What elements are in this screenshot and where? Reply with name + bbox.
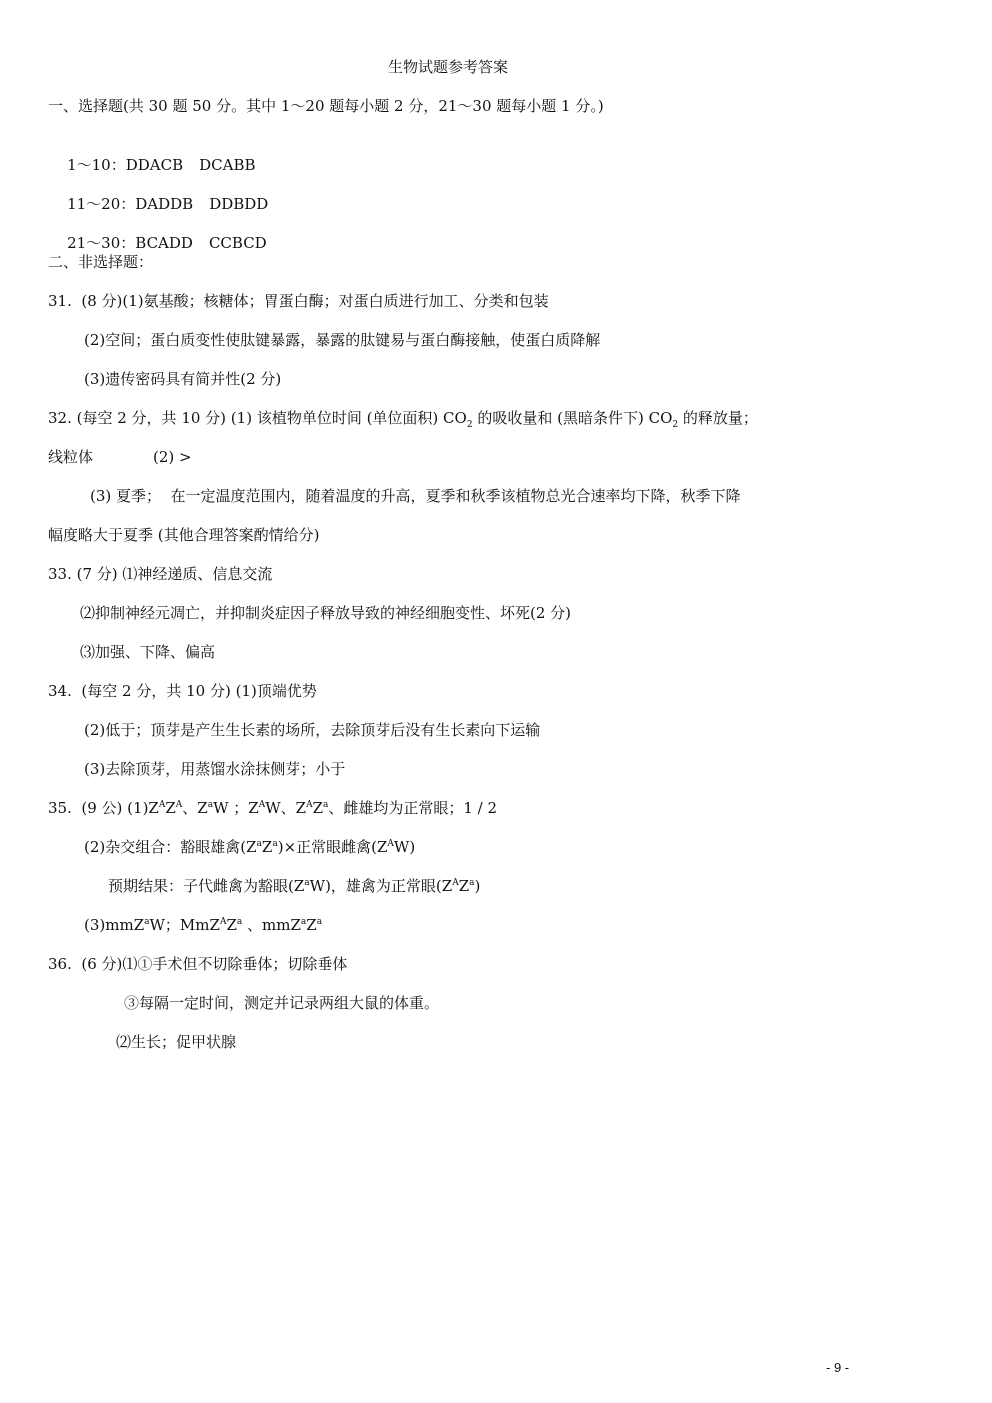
mcq-range: 11～20： — [67, 195, 136, 213]
q35-text: 、Z — [182, 799, 208, 817]
allele-superscript: A — [452, 878, 459, 888]
q35-text: Z — [458, 877, 470, 895]
co2-subscript: 2 — [672, 420, 679, 430]
allele-superscript: A — [158, 800, 166, 810]
allele-superscript: a — [236, 917, 243, 927]
co2-subscript: 2 — [466, 420, 473, 430]
allele-superscript: A — [306, 800, 313, 810]
q34-line-3: (3)去除顶芽，用蒸馏水涂抹侧芽；小于 — [84, 760, 346, 778]
mcq-answers-a: DDACB — [125, 156, 184, 174]
q35-text: (3)mmZ — [84, 916, 145, 934]
q32-line-1 — [48, 408, 758, 428]
q33-line-2: ⑵抑制神经元凋亡，并抑制炎症因子释放导致的神经细胞变性、坏死(2 分) — [80, 604, 572, 622]
mcq-range: 1～10： — [67, 156, 126, 174]
allele-superscript: a — [469, 878, 475, 888]
q35-text: W、Z — [265, 799, 307, 817]
q32-text: (2) > — [153, 448, 192, 466]
q36-line-1: 36. (6 分)⑴①手术但不切除垂体；切除垂体 — [48, 955, 348, 973]
q32-text: 的吸收量和 (黑暗条件下) CO — [472, 409, 673, 427]
q35-text: Z — [226, 916, 237, 934]
mcq-answers-b: DDBDD — [209, 195, 269, 213]
q35-text: Z — [261, 838, 273, 856]
q35-text: W ；Z — [213, 799, 259, 817]
q33-line-3: ⑶加强、下降、偏高 — [80, 643, 216, 661]
q35-text: Z — [312, 799, 323, 817]
q32-text: 32. (每空 2 分，共 10 分) (1) 该植物单位时间 (单位面积) CO — [48, 409, 467, 427]
q32-line-2 — [48, 447, 192, 467]
q32-line-4: 幅度略大于夏季 (其他合理答案酌情给分) — [48, 526, 320, 544]
q36-line-3: ⑵生长；促甲状腺 — [116, 1033, 237, 1051]
section2-heading: 二、非选择题： — [48, 253, 154, 271]
q35-text: 、雌雄均为正常眼；1 / 2 — [328, 799, 498, 817]
q34-line-2: (2)低于；顶芽是产生生长素的场所，去除顶芽后没有生长素向下运输 — [84, 721, 541, 739]
allele-superscript: A — [219, 917, 227, 927]
mcq-answers-a: DADDB — [135, 195, 194, 213]
q32-text: 的释放量； — [678, 409, 758, 427]
q31-line-2: (2)空间；蛋白质变性使肽键暴露，暴露的肽键易与蛋白酶接触，使蛋白质降解 — [84, 331, 601, 349]
q35-text: W)，雄禽为正常眼(Z — [309, 877, 453, 895]
q35-text: ) — [474, 877, 481, 895]
page-title: 生物试题参考答案 — [387, 58, 508, 76]
page-number: - 9 - — [826, 1360, 850, 1375]
q35-text: W；MmZ — [149, 916, 220, 934]
q31-line-1: 31. (8 分)(1)氨基酸；核糖体；胃蛋白酶；对蛋白质进行加工、分类和包装 — [48, 292, 549, 310]
allele-superscript: a — [304, 878, 310, 888]
allele-superscript: a — [316, 917, 323, 927]
allele-superscript: a — [256, 839, 262, 849]
q35-line-4 — [84, 915, 322, 935]
q33-line-1: 33. (7 分) ⑴神经递质、信息交流 — [48, 565, 273, 583]
q35-line-2 — [84, 837, 415, 857]
allele-superscript: a — [207, 800, 214, 810]
q35-text: 、mmZ — [242, 916, 301, 934]
q36-line-2: ③每隔一定时间，测定并记录两组大鼠的体重。 — [124, 994, 440, 1012]
mcq-answers-b: DCABB — [199, 156, 256, 174]
q35-text: 预期结果：子代雌禽为豁眼(Z — [108, 877, 305, 895]
q31-line-3: (3)遗传密码具有简并性(2 分) — [84, 370, 282, 388]
q35-text: )×正常眼雌禽(Z — [277, 838, 388, 856]
mcq-answers-b: CCBCD — [208, 234, 267, 252]
q35-text: W) — [393, 838, 416, 856]
q34-line-1: 34. (每空 2 分，共 10 分) (1)顶端优势 — [48, 682, 317, 700]
allele-superscript: a — [272, 839, 278, 849]
allele-superscript: A — [387, 839, 394, 849]
section1-heading: 一、选择题(共 30 题 50 分。其中 1～20 题每小题 2 分，21～30 题每小题 1 分。) — [48, 97, 604, 115]
q35-text: (2)杂交组合：豁眼雄禽(Z — [84, 838, 257, 856]
allele-superscript: a — [323, 800, 329, 810]
allele-superscript: A — [175, 800, 183, 810]
mcq-answers-a: BCADD — [135, 234, 193, 252]
allele-superscript: a — [144, 917, 150, 927]
q35-text: Z — [306, 916, 317, 934]
q32-line-3: (3) 夏季； 在一定温度范围内，随着温度的升高，夏季和秋季该植物总光合速率均下降，秋季下降 — [90, 487, 741, 505]
allele-superscript: A — [258, 800, 266, 810]
q35-text: 35. (9 公) (1)Z — [48, 799, 159, 817]
allele-superscript: a — [300, 917, 307, 927]
q35-text: Z — [165, 799, 176, 817]
q32-text: 线粒体 — [48, 448, 94, 466]
mcq-range: 21～30： — [67, 234, 136, 252]
q35-line-1 — [48, 798, 497, 818]
q35-line-3 — [108, 876, 480, 896]
